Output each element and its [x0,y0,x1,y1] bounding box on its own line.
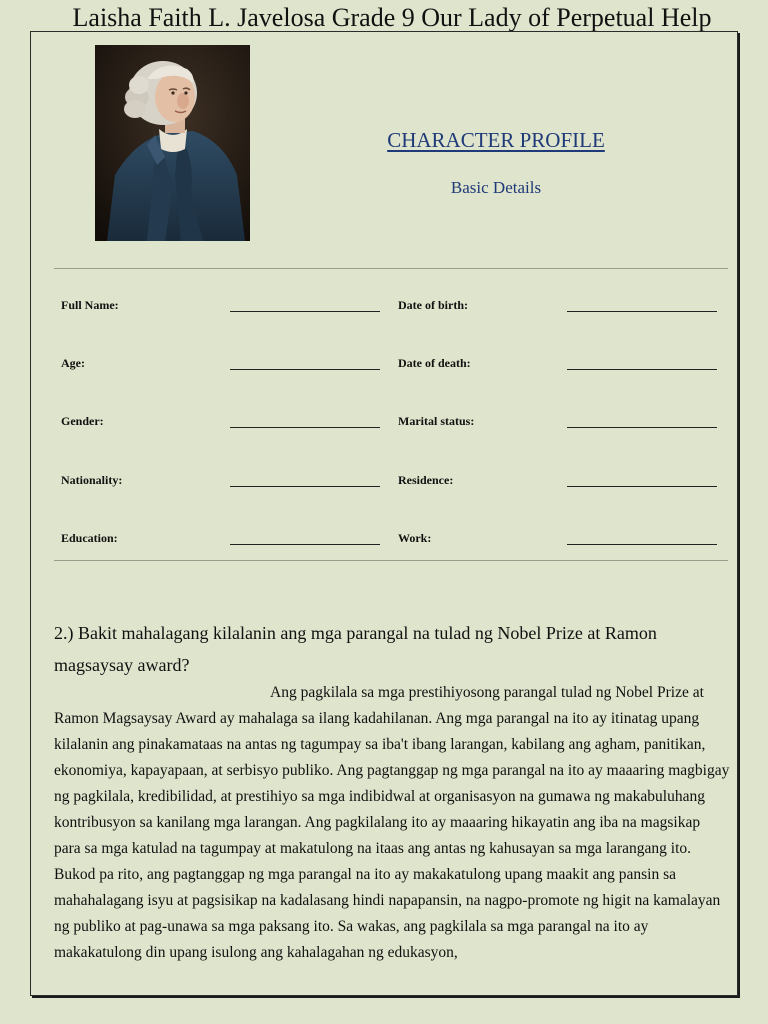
field-line-nationality[interactable] [230,486,380,487]
field-label-residence: Residence: [398,473,454,487]
field-line-date-of-birth[interactable] [567,311,717,312]
bottom-divider [54,560,728,561]
top-divider [54,268,728,269]
answer-paragraph: Ang pagkilala sa mga prestihiyosong parangal tulad ng Nobel Prize at Ramon Magsaysay Award ay mahalaga sa ilang kadahilanan. Ang mga parangal na ito ay itinatag upang kilalanin ang pinakamataas na antas ng tagumpay sa iba't ibang larangan, kabilang ang agham, panitikan, ekonomiya, kapayapaan, at serbisyo publiko. Ang pagtanggap ng mga parangal na ito ay maaaring magbigay ng pagkilala, kredibilidad, at prestihiyo sa mga indibidwal at organisasyon na gumawa ng makabuluhang kontribusyon sa kanilang mga larangan. Ang pagkilalang ito ay maaaring hikayatin ang iba na magsikap para sa mga katulad na tagumpay at makatulong na itaas ang antas ng kahusayan sa mga larangang ito. Bukod pa rito, ang pagtanggap ng mga parangal na ito ay makakatulong upang maakit ang pansin sa mahahalagang isyu at pagsisikap na kadalasang hindi napapansin, na nagpo-promote ng higit na kamalayan ng publiko at pag-unawa sa mga paksang ito. Sa wakas, ang pagkilala sa mga parangal na ito ay makakatulong din upang isulong ang kahalagahan ng edukasyon, [54,684,730,961]
profile-subtitle: Basic Details [450,178,542,197]
field-line-gender[interactable] [230,427,380,428]
field-label-work: Work: [398,531,432,545]
document-header: Laisha Faith L. Javelosa Grade 9 Our Lady of Perpetual Help [72,3,712,32]
field-label-nationality: Nationality: [61,473,123,487]
field-label-gender: Gender: [61,414,104,428]
question-text: 2.) Bakit mahalagang kilalanin ang mga parangal na tulad ng Nobel Prize at Ramon magsaysay award? [54,623,657,675]
profile-title: CHARACTER PROFILE [387,128,605,152]
field-label-education: Education: [61,531,118,545]
field-line-work[interactable] [567,544,717,545]
field-line-residence[interactable] [567,486,717,487]
field-line-age[interactable] [230,369,380,370]
field-label-marital-status: Marital status: [398,414,475,428]
field-label-age: Age: [61,356,85,370]
field-line-full-name[interactable] [230,311,380,312]
field-label-date-of-death: Date of death: [398,356,471,370]
field-line-marital-status[interactable] [567,427,717,428]
field-label-full-name: Full Name: [61,298,119,312]
field-line-date-of-death[interactable] [567,369,717,370]
field-line-education[interactable] [230,544,380,545]
portrait-image [95,45,250,241]
field-label-date-of-birth: Date of birth: [398,298,468,312]
